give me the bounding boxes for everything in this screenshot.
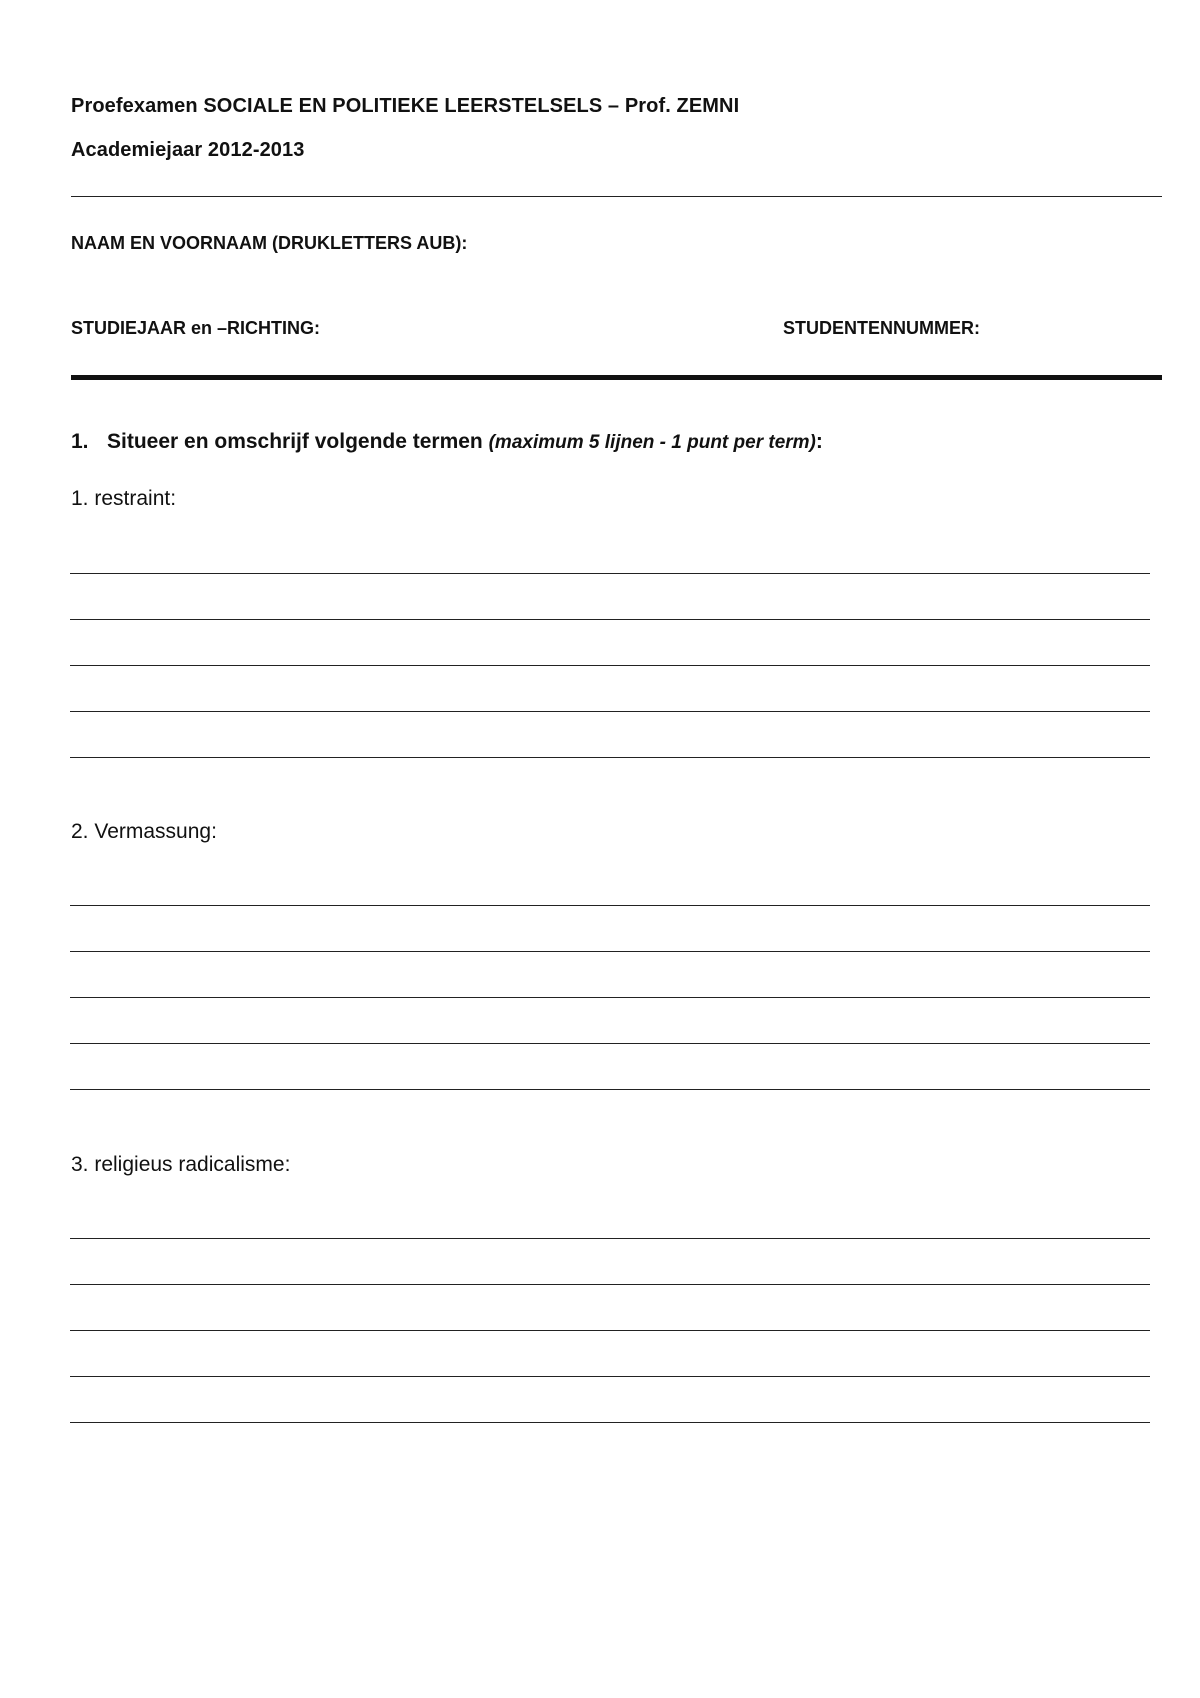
answer-line[interactable] xyxy=(70,665,1150,666)
term-label-religieus-radicalisme: 3. religieus radicalisme: xyxy=(71,1153,291,1176)
study-field-label: STUDIEJAAR en –RICHTING: xyxy=(71,318,321,338)
answer-line[interactable] xyxy=(70,757,1150,758)
header-divider xyxy=(71,196,1162,197)
question-number: 1. xyxy=(71,430,89,453)
question-text: Situeer en omschrijf volgende termen xyxy=(107,430,489,453)
fields-divider xyxy=(71,375,1162,380)
answer-line[interactable] xyxy=(70,1089,1150,1090)
name-field-label: NAAM EN VOORNAAM (DRUKLETTERS AUB): xyxy=(71,233,468,253)
exam-title: Proefexamen SOCIALE EN POLITIEKE LEERSTELSELS – Prof. ZEMNI xyxy=(71,95,740,117)
answer-line[interactable] xyxy=(70,619,1150,620)
answer-line[interactable] xyxy=(70,1376,1150,1377)
student-number-field-label: STUDENTENNUMMER: xyxy=(783,318,980,338)
answer-line[interactable] xyxy=(70,1422,1150,1423)
question-note: (maximum 5 lijnen - 1 punt per term) xyxy=(488,432,816,453)
answer-line[interactable] xyxy=(70,1238,1150,1239)
question-heading xyxy=(71,430,823,454)
answer-line[interactable] xyxy=(70,905,1150,906)
question-suffix: : xyxy=(815,430,823,453)
answer-line[interactable] xyxy=(70,1284,1150,1285)
answer-line[interactable] xyxy=(70,1043,1150,1044)
term-label-vermassung: 2. Vermassung: xyxy=(71,820,217,843)
answer-line[interactable] xyxy=(70,1330,1150,1331)
term-label-restraint: 1. restraint: xyxy=(71,487,177,510)
answer-line[interactable] xyxy=(70,951,1150,952)
answer-line[interactable] xyxy=(70,711,1150,712)
academic-year: Academiejaar 2012-2013 xyxy=(71,139,305,161)
answer-line[interactable] xyxy=(70,573,1150,574)
answer-line[interactable] xyxy=(70,997,1150,998)
